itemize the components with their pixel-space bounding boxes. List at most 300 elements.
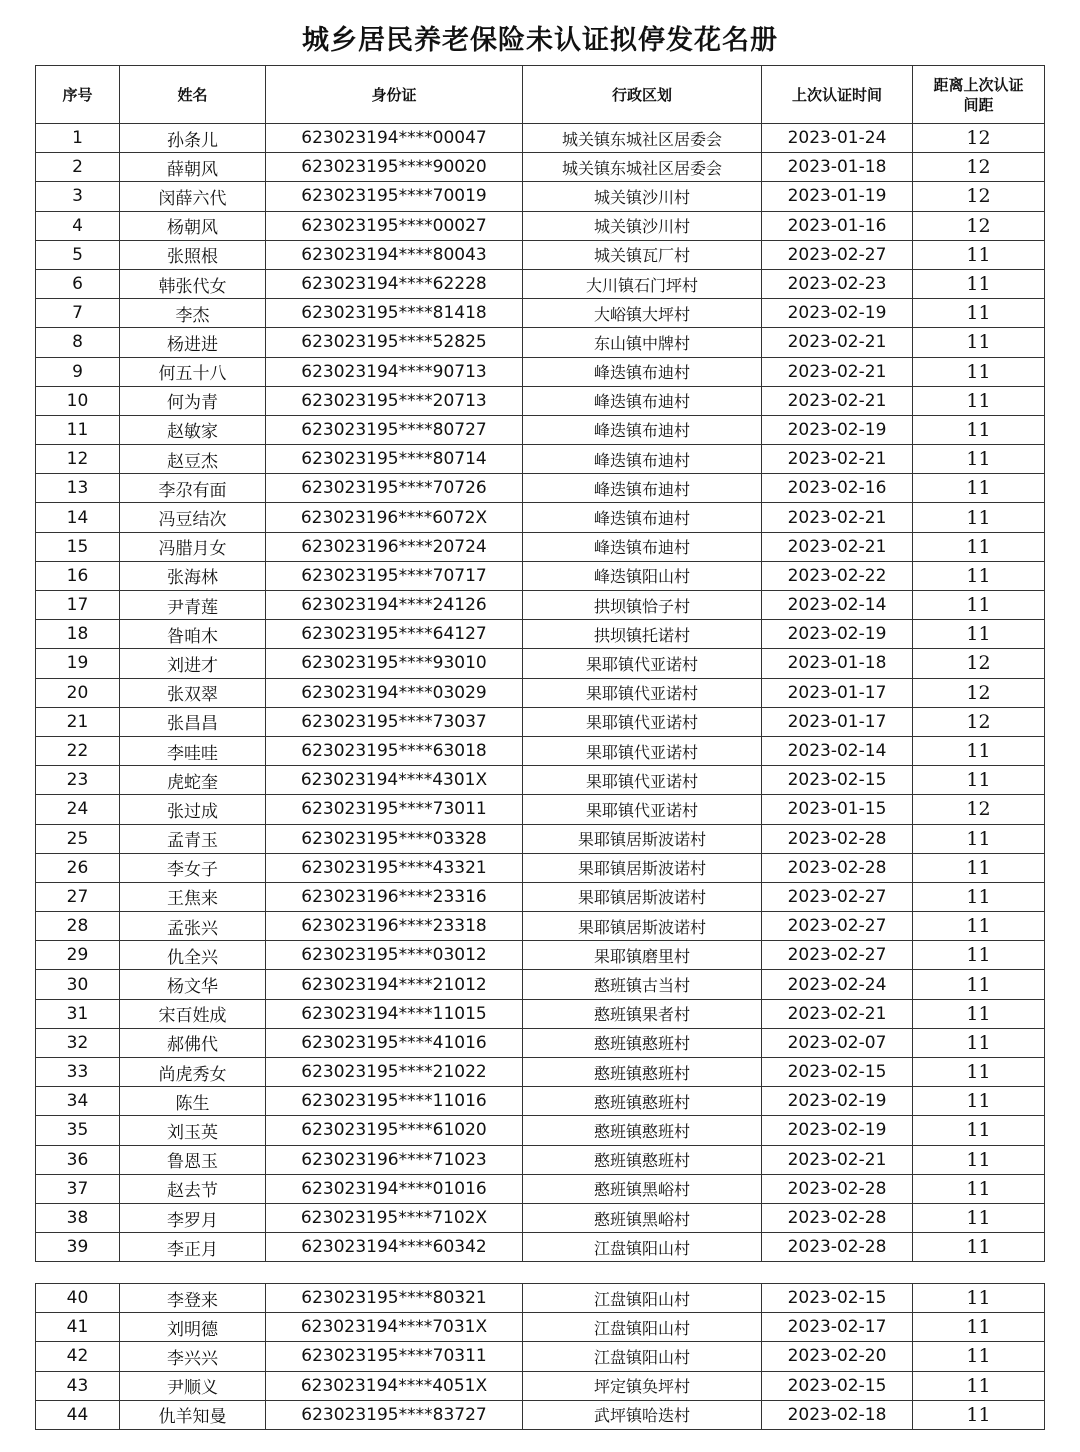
- cell-gap: 11: [913, 1028, 1045, 1057]
- cell-gap: 11: [913, 1087, 1045, 1116]
- cell-gap: 12: [913, 153, 1045, 182]
- cell-name: 李哇哇: [120, 736, 266, 765]
- cell-region: 峰迭镇布迪村: [523, 532, 762, 561]
- cell-name: 尚虎秀女: [120, 1058, 266, 1087]
- cell-last-auth-date: 2023-02-19: [762, 1116, 913, 1145]
- cell-region: 憨班镇憨班村: [523, 1145, 762, 1174]
- cell-name: 李兴兴: [120, 1342, 266, 1371]
- cell-id-card: 623023195****11016: [266, 1087, 523, 1116]
- cell-last-auth-date: 2023-01-17: [762, 707, 913, 736]
- cell-gap: 11: [913, 415, 1045, 444]
- cell-id-card: 623023196****71023: [266, 1145, 523, 1174]
- cell-id-card: 623023196****23316: [266, 882, 523, 911]
- cell-serial: 12: [36, 445, 120, 474]
- cell-id-card: 623023195****80714: [266, 445, 523, 474]
- cell-name: 闵薛六代: [120, 182, 266, 211]
- cell-id-card: 623023195****70019: [266, 182, 523, 211]
- cell-serial: 10: [36, 386, 120, 415]
- cell-gap: 12: [913, 795, 1045, 824]
- cell-serial: 14: [36, 503, 120, 532]
- document-title: 城乡居民养老保险未认证拟停发花名册: [302, 25, 778, 56]
- table-row: [36, 591, 1045, 620]
- cell-id-card: 623023196****20724: [266, 532, 523, 561]
- table-row: [36, 1284, 1045, 1313]
- cell-serial: 2: [36, 153, 120, 182]
- cell-gap: 11: [913, 1203, 1045, 1232]
- table-row: [36, 445, 1045, 474]
- cell-gap: 11: [913, 1313, 1045, 1342]
- cell-last-auth-date: 2023-02-15: [762, 1058, 913, 1087]
- cell-gap: 12: [913, 182, 1045, 211]
- cell-gap: 11: [913, 853, 1045, 882]
- cell-name: 张双翠: [120, 678, 266, 707]
- cell-last-auth-date: 2023-02-28: [762, 853, 913, 882]
- cell-serial: 37: [36, 1174, 120, 1203]
- cell-serial: 21: [36, 707, 120, 736]
- table-row: [36, 269, 1045, 298]
- cell-gap: 11: [913, 445, 1045, 474]
- cell-id-card: 623023196****6072X: [266, 503, 523, 532]
- roster-table: [35, 65, 1045, 1262]
- cell-id-card: 623023195****00027: [266, 211, 523, 240]
- cell-id-card: 623023194****24126: [266, 591, 523, 620]
- cell-serial: 13: [36, 474, 120, 503]
- cell-gap: 11: [913, 912, 1045, 941]
- cell-gap: 11: [913, 1342, 1045, 1371]
- header-name: 姓名: [120, 66, 266, 124]
- header-gap: 距离上次认证间距: [913, 66, 1045, 124]
- cell-region: 憨班镇黑峪村: [523, 1174, 762, 1203]
- cell-region: 峰迭镇布迪村: [523, 445, 762, 474]
- cell-region: 峰迭镇阳山村: [523, 561, 762, 590]
- cell-id-card: 623023195****83727: [266, 1400, 523, 1429]
- cell-name: 赵去节: [120, 1174, 266, 1203]
- cell-gap: 12: [913, 124, 1045, 153]
- cell-name: 杨朝风: [120, 211, 266, 240]
- cell-gap: 11: [913, 970, 1045, 999]
- cell-last-auth-date: 2023-02-21: [762, 328, 913, 357]
- cell-region: 果耶镇居斯波诺村: [523, 824, 762, 853]
- cell-name: 陈生: [120, 1087, 266, 1116]
- cell-name: 孟青玉: [120, 824, 266, 853]
- cell-id-card: 623023194****03029: [266, 678, 523, 707]
- cell-id-card: 623023195****21022: [266, 1058, 523, 1087]
- cell-name: 尹顺义: [120, 1371, 266, 1400]
- cell-gap: 11: [913, 1058, 1045, 1087]
- cell-last-auth-date: 2023-01-18: [762, 649, 913, 678]
- cell-gap: 11: [913, 386, 1045, 415]
- cell-last-auth-date: 2023-02-19: [762, 1087, 913, 1116]
- cell-last-auth-date: 2023-02-19: [762, 415, 913, 444]
- cell-region: 果耶镇代亚诺村: [523, 649, 762, 678]
- cell-serial: 24: [36, 795, 120, 824]
- cell-region: 果耶镇代亚诺村: [523, 795, 762, 824]
- cell-last-auth-date: 2023-02-17: [762, 1313, 913, 1342]
- table-row: [36, 182, 1045, 211]
- cell-name: 杨进进: [120, 328, 266, 357]
- cell-region: 果耶镇代亚诺村: [523, 736, 762, 765]
- cell-name: 杨文华: [120, 970, 266, 999]
- cell-gap: 11: [913, 1116, 1045, 1145]
- cell-last-auth-date: 2023-02-24: [762, 970, 913, 999]
- cell-name: 虎蛇奎: [120, 766, 266, 795]
- cell-id-card: 623023194****4301X: [266, 766, 523, 795]
- cell-gap: 11: [913, 999, 1045, 1028]
- cell-name: 李女子: [120, 853, 266, 882]
- cell-id-card: 623023194****62228: [266, 269, 523, 298]
- cell-serial: 16: [36, 561, 120, 590]
- cell-name: 张昌昌: [120, 707, 266, 736]
- cell-serial: 27: [36, 882, 120, 911]
- cell-gap: 11: [913, 824, 1045, 853]
- cell-gap: 11: [913, 532, 1045, 561]
- cell-region: 东山镇中牌村: [523, 328, 762, 357]
- table-row: [36, 678, 1045, 707]
- cell-serial: 30: [36, 970, 120, 999]
- cell-region: 果耶镇居斯波诺村: [523, 912, 762, 941]
- cell-last-auth-date: 2023-01-19: [762, 182, 913, 211]
- cell-region: 峰迭镇布迪村: [523, 415, 762, 444]
- cell-serial: 44: [36, 1400, 120, 1429]
- cell-id-card: 623023195****70311: [266, 1342, 523, 1371]
- cell-serial: 42: [36, 1342, 120, 1371]
- cell-gap: 12: [913, 678, 1045, 707]
- roster-table-continued: [35, 1283, 1045, 1430]
- table-row: [36, 1313, 1045, 1342]
- cell-id-card: 623023195****03012: [266, 941, 523, 970]
- cell-id-card: 623023194****11015: [266, 999, 523, 1028]
- cell-last-auth-date: 2023-02-28: [762, 824, 913, 853]
- cell-name: 郝佛代: [120, 1028, 266, 1057]
- table-row: [36, 1116, 1045, 1145]
- cell-id-card: 623023195****03328: [266, 824, 523, 853]
- cell-region: 大峪镇大坪村: [523, 299, 762, 328]
- cell-last-auth-date: 2023-02-19: [762, 299, 913, 328]
- cell-name: 何为青: [120, 386, 266, 415]
- cell-serial: 39: [36, 1233, 120, 1262]
- cell-id-card: 623023195****64127: [266, 620, 523, 649]
- table-row: [36, 853, 1045, 882]
- cell-serial: 25: [36, 824, 120, 853]
- cell-serial: 36: [36, 1145, 120, 1174]
- cell-name: 张过成: [120, 795, 266, 824]
- cell-gap: 11: [913, 591, 1045, 620]
- cell-region: 憨班镇黑峪村: [523, 1203, 762, 1232]
- cell-last-auth-date: 2023-01-15: [762, 795, 913, 824]
- cell-region: 峰迭镇布迪村: [523, 503, 762, 532]
- cell-serial: 38: [36, 1203, 120, 1232]
- cell-name: 李罗月: [120, 1203, 266, 1232]
- cell-gap: 11: [913, 766, 1045, 795]
- cell-region: 果耶镇代亚诺村: [523, 707, 762, 736]
- cell-region: 拱坝镇恰子村: [523, 591, 762, 620]
- cell-gap: 11: [913, 474, 1045, 503]
- table-row: [36, 1233, 1045, 1262]
- cell-name: 李正月: [120, 1233, 266, 1262]
- cell-last-auth-date: 2023-02-20: [762, 1342, 913, 1371]
- cell-name: 尹青莲: [120, 591, 266, 620]
- table-row: [36, 299, 1045, 328]
- cell-gap: 11: [913, 941, 1045, 970]
- cell-region: 憨班镇果者村: [523, 999, 762, 1028]
- cell-gap: 11: [913, 561, 1045, 590]
- cell-id-card: 623023194****4051X: [266, 1371, 523, 1400]
- cell-region: 果耶镇居斯波诺村: [523, 853, 762, 882]
- table-header-row: [36, 66, 1045, 124]
- cell-serial: 18: [36, 620, 120, 649]
- table-row: [36, 1174, 1045, 1203]
- cell-id-card: 623023194****7031X: [266, 1313, 523, 1342]
- cell-name: 刘玉英: [120, 1116, 266, 1145]
- cell-last-auth-date: 2023-02-28: [762, 1174, 913, 1203]
- cell-name: 何五十八: [120, 357, 266, 386]
- table-row: [36, 415, 1045, 444]
- cell-serial: 19: [36, 649, 120, 678]
- cell-gap: 11: [913, 1371, 1045, 1400]
- cell-gap: 11: [913, 299, 1045, 328]
- cell-region: 拱坝镇托诺村: [523, 620, 762, 649]
- table-row: [36, 1028, 1045, 1057]
- cell-last-auth-date: 2023-02-21: [762, 445, 913, 474]
- header-serial: 序号: [36, 66, 120, 124]
- cell-last-auth-date: 2023-02-23: [762, 269, 913, 298]
- cell-name: 刘进才: [120, 649, 266, 678]
- cell-name: 昝咱木: [120, 620, 266, 649]
- table-row: [36, 124, 1045, 153]
- cell-gap: 11: [913, 1174, 1045, 1203]
- table-row: [36, 882, 1045, 911]
- cell-serial: 22: [36, 736, 120, 765]
- cell-gap: 11: [913, 620, 1045, 649]
- table-row: [36, 736, 1045, 765]
- table-row: [36, 1058, 1045, 1087]
- cell-last-auth-date: 2023-02-21: [762, 386, 913, 415]
- cell-serial: 15: [36, 532, 120, 561]
- cell-id-card: 623023195****81418: [266, 299, 523, 328]
- cell-gap: 11: [913, 1284, 1045, 1313]
- cell-gap: 11: [913, 882, 1045, 911]
- cell-name: 王焦来: [120, 882, 266, 911]
- cell-id-card: 623023194****90713: [266, 357, 523, 386]
- cell-gap: 11: [913, 240, 1045, 269]
- cell-gap: 11: [913, 269, 1045, 298]
- table-row: [36, 1087, 1045, 1116]
- table-row: [36, 824, 1045, 853]
- table-row: [36, 620, 1045, 649]
- cell-serial: 1: [36, 124, 120, 153]
- cell-region: 憨班镇憨班村: [523, 1116, 762, 1145]
- cell-name: 宋百姓成: [120, 999, 266, 1028]
- table-row: [36, 912, 1045, 941]
- cell-serial: 43: [36, 1371, 120, 1400]
- cell-serial: 6: [36, 269, 120, 298]
- table-row: [36, 328, 1045, 357]
- cell-region: 果耶镇居斯波诺村: [523, 882, 762, 911]
- cell-id-card: 623023195****61020: [266, 1116, 523, 1145]
- cell-name: 张海林: [120, 561, 266, 590]
- table-row: [36, 474, 1045, 503]
- cell-serial: 7: [36, 299, 120, 328]
- cell-last-auth-date: 2023-02-21: [762, 357, 913, 386]
- cell-region: 峰迭镇布迪村: [523, 474, 762, 503]
- cell-name: 张照根: [120, 240, 266, 269]
- cell-region: 城关镇东城社区居委会: [523, 153, 762, 182]
- cell-id-card: 623023195****63018: [266, 736, 523, 765]
- cell-last-auth-date: 2023-01-16: [762, 211, 913, 240]
- cell-serial: 17: [36, 591, 120, 620]
- cell-last-auth-date: 2023-02-27: [762, 882, 913, 911]
- cell-region: 城关镇沙川村: [523, 211, 762, 240]
- cell-id-card: 623023195****43321: [266, 853, 523, 882]
- cell-region: 峰迭镇布迪村: [523, 386, 762, 415]
- cell-name: 韩张代女: [120, 269, 266, 298]
- header-id-card: 身份证: [266, 66, 523, 124]
- cell-last-auth-date: 2023-02-21: [762, 532, 913, 561]
- cell-last-auth-date: 2023-02-14: [762, 591, 913, 620]
- cell-last-auth-date: 2023-02-27: [762, 912, 913, 941]
- cell-serial: 35: [36, 1116, 120, 1145]
- table-row: [36, 532, 1045, 561]
- cell-id-card: 623023195****52825: [266, 328, 523, 357]
- cell-serial: 33: [36, 1058, 120, 1087]
- table-row: [36, 707, 1045, 736]
- cell-name: 冯腊月女: [120, 532, 266, 561]
- cell-name: 李登来: [120, 1284, 266, 1313]
- cell-region: 果耶镇代亚诺村: [523, 766, 762, 795]
- cell-last-auth-date: 2023-02-07: [762, 1028, 913, 1057]
- header-region: 行政区划: [523, 66, 762, 124]
- table-row: [36, 999, 1045, 1028]
- cell-region: 武坪镇哈迭村: [523, 1400, 762, 1429]
- cell-region: 果耶镇磨里村: [523, 941, 762, 970]
- cell-last-auth-date: 2023-02-18: [762, 1400, 913, 1429]
- cell-last-auth-date: 2023-02-14: [762, 736, 913, 765]
- cell-last-auth-date: 2023-02-15: [762, 766, 913, 795]
- cell-region: 憨班镇憨班村: [523, 1058, 762, 1087]
- table-row: [36, 503, 1045, 532]
- cell-region: 江盘镇阳山村: [523, 1342, 762, 1371]
- table-row: [36, 970, 1045, 999]
- cell-gap: 11: [913, 1400, 1045, 1429]
- cell-serial: 23: [36, 766, 120, 795]
- cell-last-auth-date: 2023-02-21: [762, 503, 913, 532]
- cell-name: 仇羊知曼: [120, 1400, 266, 1429]
- cell-gap: 12: [913, 211, 1045, 240]
- table-row: [36, 240, 1045, 269]
- cell-last-auth-date: 2023-02-27: [762, 240, 913, 269]
- cell-id-card: 623023195****7102X: [266, 1203, 523, 1232]
- cell-gap: 11: [913, 1145, 1045, 1174]
- cell-serial: 28: [36, 912, 120, 941]
- cell-region: 憨班镇古当村: [523, 970, 762, 999]
- table-row: [36, 1145, 1045, 1174]
- cell-name: 李杰: [120, 299, 266, 328]
- cell-name: 仇全兴: [120, 941, 266, 970]
- cell-name: 冯豆结次: [120, 503, 266, 532]
- cell-id-card: 623023195****41016: [266, 1028, 523, 1057]
- cell-id-card: 623023196****23318: [266, 912, 523, 941]
- cell-last-auth-date: 2023-02-19: [762, 620, 913, 649]
- cell-id-card: 623023195****80727: [266, 415, 523, 444]
- cell-gap: 11: [913, 503, 1045, 532]
- cell-last-auth-date: 2023-01-18: [762, 153, 913, 182]
- table-row: [36, 1371, 1045, 1400]
- cell-last-auth-date: 2023-02-22: [762, 561, 913, 590]
- cell-last-auth-date: 2023-02-16: [762, 474, 913, 503]
- cell-gap: 11: [913, 357, 1045, 386]
- cell-name: 刘明德: [120, 1313, 266, 1342]
- cell-last-auth-date: 2023-02-27: [762, 941, 913, 970]
- cell-name: 赵豆杰: [120, 445, 266, 474]
- cell-last-auth-date: 2023-02-21: [762, 999, 913, 1028]
- cell-serial: 11: [36, 415, 120, 444]
- table-row: [36, 211, 1045, 240]
- cell-serial: 41: [36, 1313, 120, 1342]
- cell-id-card: 623023195****90020: [266, 153, 523, 182]
- cell-id-card: 623023195****20713: [266, 386, 523, 415]
- cell-serial: 31: [36, 999, 120, 1028]
- cell-id-card: 623023194****80043: [266, 240, 523, 269]
- cell-id-card: 623023195****93010: [266, 649, 523, 678]
- cell-region: 江盘镇阳山村: [523, 1233, 762, 1262]
- cell-gap: 11: [913, 328, 1045, 357]
- cell-region: 城关镇东城社区居委会: [523, 124, 762, 153]
- cell-region: 大川镇石门坪村: [523, 269, 762, 298]
- cell-gap: 11: [913, 736, 1045, 765]
- cell-region: 江盘镇阳山村: [523, 1284, 762, 1313]
- cell-region: 江盘镇阳山村: [523, 1313, 762, 1342]
- cell-id-card: 623023194****60342: [266, 1233, 523, 1262]
- cell-last-auth-date: 2023-01-24: [762, 124, 913, 153]
- cell-id-card: 623023194****00047: [266, 124, 523, 153]
- cell-serial: 3: [36, 182, 120, 211]
- cell-region: 坪定镇奂坪村: [523, 1371, 762, 1400]
- cell-region: 果耶镇代亚诺村: [523, 678, 762, 707]
- table-row: [36, 795, 1045, 824]
- cell-id-card: 623023194****01016: [266, 1174, 523, 1203]
- cell-id-card: 623023195****70726: [266, 474, 523, 503]
- table-row: [36, 1400, 1045, 1429]
- cell-last-auth-date: 2023-02-15: [762, 1371, 913, 1400]
- cell-region: 憨班镇憨班村: [523, 1028, 762, 1057]
- cell-serial: 20: [36, 678, 120, 707]
- cell-serial: 26: [36, 853, 120, 882]
- cell-serial: 34: [36, 1087, 120, 1116]
- cell-last-auth-date: 2023-02-15: [762, 1284, 913, 1313]
- table-row: [36, 766, 1045, 795]
- cell-last-auth-date: 2023-02-28: [762, 1233, 913, 1262]
- cell-last-auth-date: 2023-02-28: [762, 1203, 913, 1232]
- cell-region: 憨班镇憨班村: [523, 1087, 762, 1116]
- cell-name: 鲁恩玉: [120, 1145, 266, 1174]
- cell-id-card: 623023195****70717: [266, 561, 523, 590]
- cell-serial: 4: [36, 211, 120, 240]
- cell-gap: 12: [913, 649, 1045, 678]
- table-row: [36, 1342, 1045, 1371]
- cell-name: 孟张兴: [120, 912, 266, 941]
- cell-last-auth-date: 2023-01-17: [762, 678, 913, 707]
- cell-serial: 8: [36, 328, 120, 357]
- cell-region: 城关镇瓦厂村: [523, 240, 762, 269]
- cell-id-card: 623023195****73037: [266, 707, 523, 736]
- cell-region: 峰迭镇布迪村: [523, 357, 762, 386]
- cell-id-card: 623023194****21012: [266, 970, 523, 999]
- cell-id-card: 623023195****73011: [266, 795, 523, 824]
- cell-serial: 29: [36, 941, 120, 970]
- header-last-auth-date: 上次认证时间: [762, 66, 913, 124]
- cell-gap: 11: [913, 1233, 1045, 1262]
- table-row: [36, 153, 1045, 182]
